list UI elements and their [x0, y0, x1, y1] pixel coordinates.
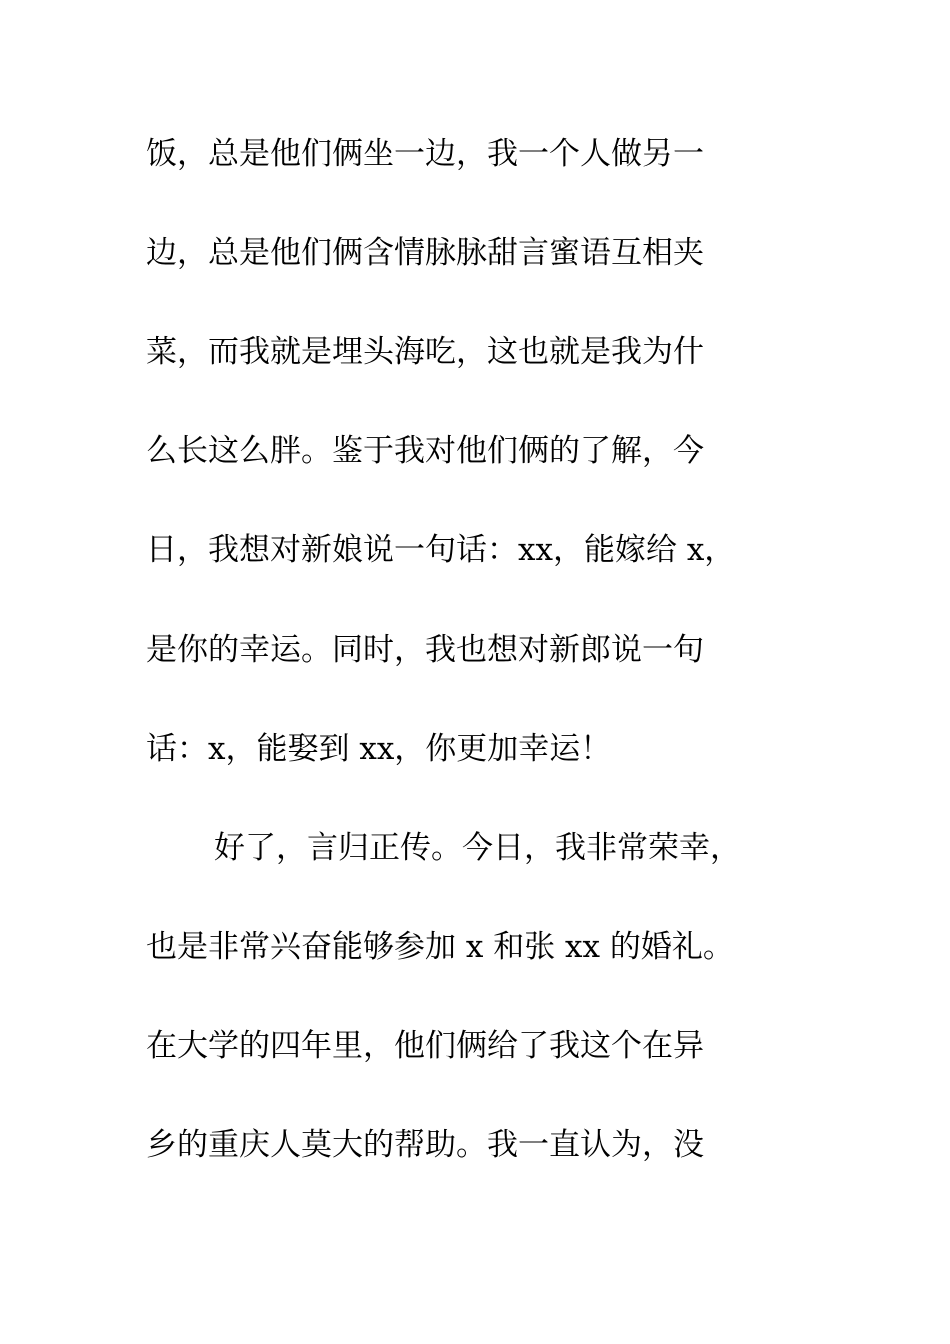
text-line: 乡的重庆人莫大的帮助。我一直认为，没	[146, 1127, 704, 1163]
text-line: 么长这么胖。鉴于我对他们俩的了解，今	[146, 433, 704, 469]
text-line: 在大学的四年里，他们俩给了我这个在异	[146, 1028, 704, 1064]
text-line: 是你的幸运。同时，我也想对新郎说一句	[146, 632, 704, 668]
text-line: 菜，而我就是埋头海吃，这也就是我为什	[146, 334, 704, 370]
text-line: 饭，总是他们俩坐一边，我一个人做另一	[146, 136, 704, 172]
text-line: 边，总是他们俩含情脉脉甜言蜜语互相夹	[146, 235, 704, 271]
text-line: 日，我想对新娘说一句话：xx，能嫁给 x，	[146, 532, 736, 568]
text-line: 也是非常兴奋能够参加 x 和张 xx 的婚礼。	[146, 929, 734, 965]
paragraph-start-line: 好了，言归正传。今日，我非常荣幸，	[214, 830, 741, 866]
text-line: 话：x，能娶到 xx，你更加幸运！	[146, 731, 612, 767]
